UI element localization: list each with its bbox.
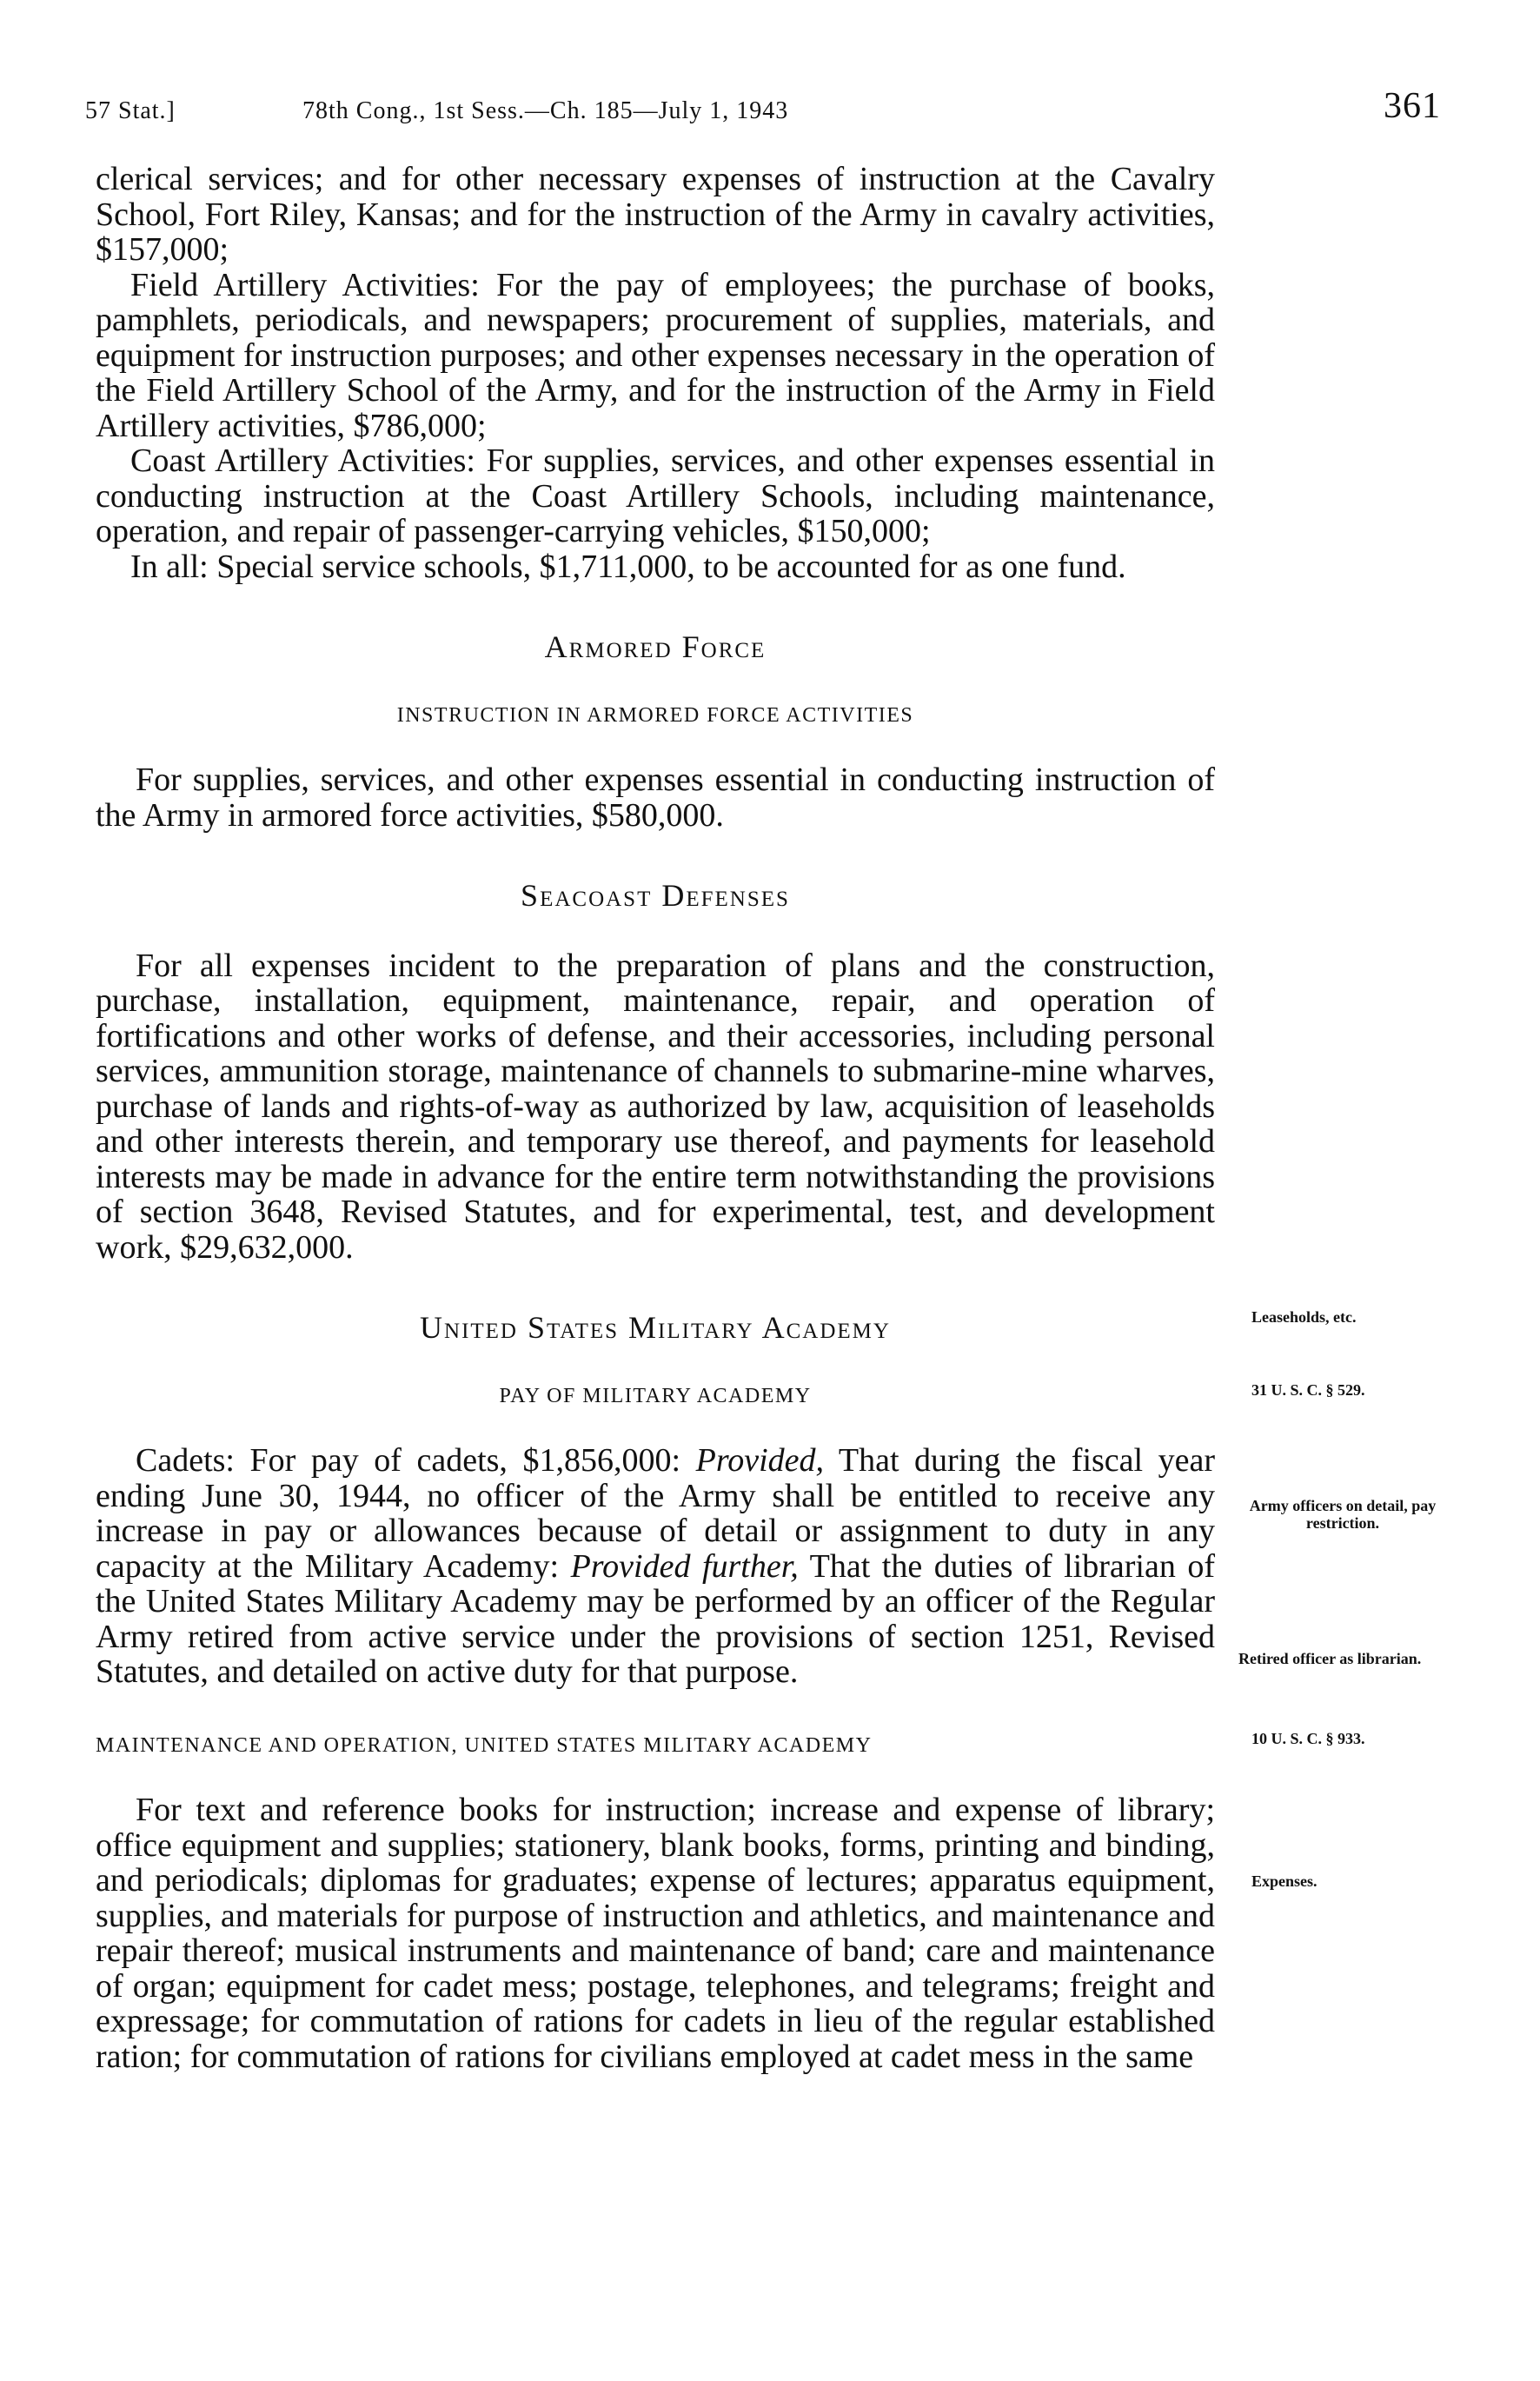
seacoast-defenses-heading: Seacoast Defenses bbox=[521, 878, 790, 913]
in-all-paragraph: In all: Special service schools, $1,711,000, to be accounted for as one fund. bbox=[130, 548, 1126, 585]
cadets-text-2: That during the fiscal year ending June 30, 1944, no officer of the Army shall be entitled to receive any increase in pay or allowances because of detail or assignment to duty in any capacity at the Military Academy: bbox=[96, 1442, 1216, 1585]
congress-session-line: 78th Cong., 1st Sess.—Ch. 185—July 1, 1943 bbox=[302, 97, 789, 124]
cadets-text-1: Cadets: For pay of cadets, $1,856,000: bbox=[136, 1442, 681, 1479]
margin-note-expenses: Expenses. bbox=[1251, 1872, 1318, 1890]
field-artillery-paragraph: Field Artillery Activities: For the pay of employees; the purchase of books, pamphlets, periodicals, and newspapers; procurement of supplies, materials, and equipment for instruction purposes; and other expenses necessary in the operation of the Field Artillery School of the Army, and for the instruction of the Army in Field Artillery activities, $786,000; bbox=[96, 266, 1215, 444]
pay-of-academy-subheading: PAY OF MILITARY ACADEMY bbox=[499, 1384, 812, 1407]
cadets-text-3: That the duties of librarian of the United States Military Academy may be performed by an officer of the Regular Army retired from active service under the provisions of section 1251, Revised Statutes, and detailed on active duty for that purpose. bbox=[96, 1547, 1215, 1690]
margin-note-leaseholds: Leaseholds, etc. bbox=[1251, 1308, 1357, 1326]
running-header bbox=[85, 85, 1441, 137]
maintenance-subheading: MAINTENANCE AND OPERATION, UNITED STATES MILITARY ACADEMY bbox=[96, 1733, 873, 1757]
page-number: 361 bbox=[1384, 86, 1441, 126]
seacoast-defenses-paragraph: For all expenses incident to the preparation of plans and the construction, purchase, installation, equipment, maintenance, repair, and operation of fortifications and other works of defense, and their accessories, including personal services, ammunition storage, maintenance of channels to submarine-mine wharves, purchase of lands and rights-of-way as authorized by law, acquisition of leaseholds and other interests therein, and temporary use thereof, and payments for leasehold interests may be made in advance for the entire term notwithstanding the provisions of section 3648, Revised Statutes, and for experimental, test, and development work, $29,632,000. bbox=[96, 947, 1215, 1266]
maintenance-paragraph: For text and reference books for instruction; increase and expense of library; office equipment and supplies; stationery, blank books, forms, printing and binding, and periodicals; diplomas for graduates; expense of lectures; apparatus equipment, supplies, and materials for purpose of instruction and athletics, and maintenance and repair thereof; musical instruments and maintenance of band; care and maintenance of organ; equipment for cadet mess; postage, telephones, and telegrams; freight and expressage; for commutation of rations for cadets in lieu of the regular established ration; for commutation of rations for civilians employed at cadet mess in the same bbox=[96, 1792, 1215, 2075]
provided-further-proviso: Provided further, bbox=[570, 1547, 799, 1585]
armored-force-subheading: INSTRUCTION IN ARMORED FORCE ACTIVITIES bbox=[396, 703, 914, 727]
body-text bbox=[96, 162, 1215, 2074]
armored-force-heading: Armored Force bbox=[544, 629, 767, 664]
military-academy-heading: United States Military Academy bbox=[420, 1310, 891, 1345]
margin-note-usc-529: 31 U. S. C. § 529. bbox=[1251, 1381, 1365, 1399]
provided-proviso: Provided, bbox=[695, 1442, 824, 1479]
armored-force-paragraph: For supplies, services, and other expenses essential in conducting instruction of the Army in armored force activities, $580,000. bbox=[96, 762, 1215, 834]
margin-note-usc-933: 10 U. S. C. § 933. bbox=[1251, 1730, 1365, 1747]
coast-artillery-paragraph: Coast Artillery Activities: For supplies, services, and other expenses essential in conducting instruction at the Coast Artillery Schools, including maintenance, operation, and repair of passenger-carrying vehicles, $150,000; bbox=[96, 442, 1215, 549]
cavalry-paragraph-continued: clerical services; and for other necessary expenses of instruction at the Cavalry School, Fort Riley, Kansas; and for the instruction of the Army in cavalry activities, $157,000; bbox=[96, 161, 1215, 268]
margin-note-army-officers: Army officers on detail, pay restriction. bbox=[1249, 1497, 1437, 1532]
margin-note-retired-officer: Retired officer as librarian. bbox=[1238, 1650, 1422, 1667]
statute-volume: 57 Stat.] bbox=[85, 97, 176, 124]
cadets-paragraph bbox=[96, 1443, 1215, 1690]
